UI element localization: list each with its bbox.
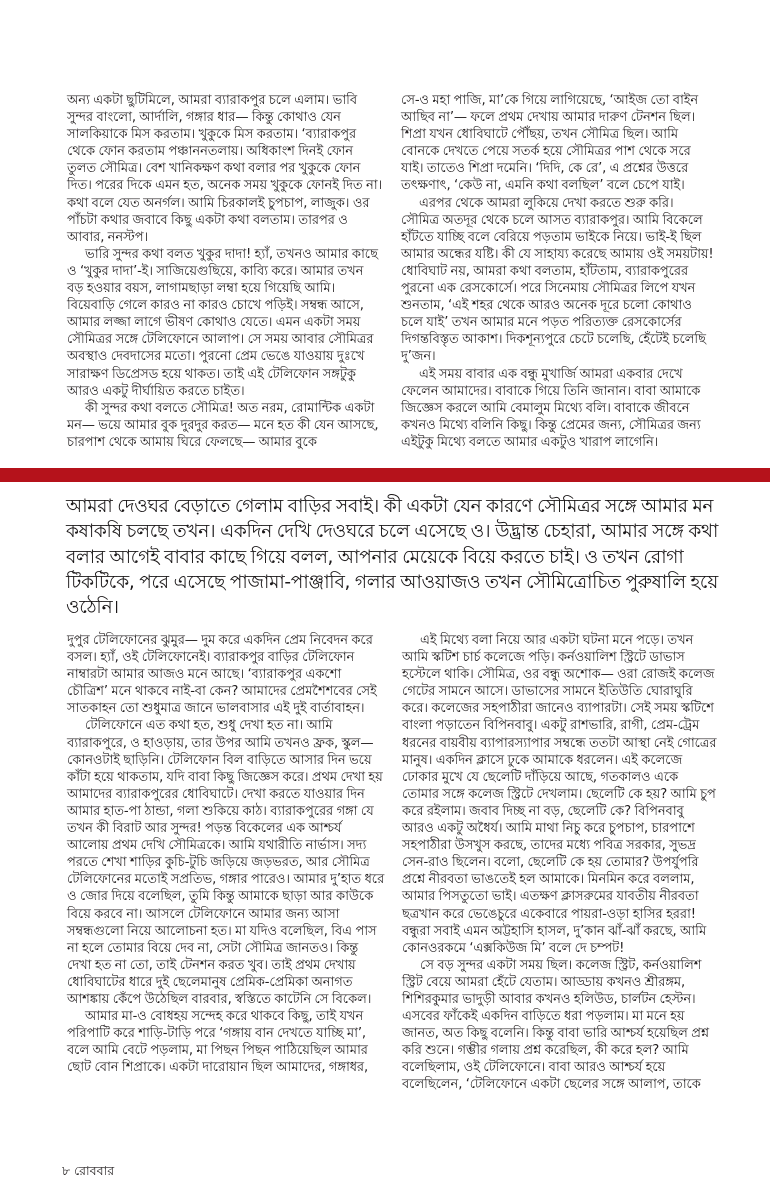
paragraph: দুপুর টেলিফোনের ঝুমুর— দুম করে একদিন প্রেম নিবেদন করে বসল। হ্যাঁ, ওই টেলিফোনেই। ব্যারাকপুর বাড়ির টেলিফোন নাম্বারটা আমার আজও মনে আছে। ‘ব্যারাকপুর একশো চৌত্রিশ’ মনে থাকবে নাই-বা কেন? আমাদের প্রেমশৈশবের সেই সাতকাহন তো শুধুমাত্র জানে ভালবাসার এই দুই বার্তাবাহন। bbox=[67, 633, 377, 717]
article-top-left-column bbox=[67, 92, 383, 451]
pull-quote-text: আমরা দেওঘর বেড়াতে গেলাম বাড়ির সবাই। কী একটা যেন কারণে সৌমিত্রর সঙ্গে আমার মন কষাকষি চলছে তখন। একদিন দেখি দেওঘরে চলে এসেছে ও। উদ্ভ্রান্ত চেহারা, আমার সঙ্গে কথা বলার আগেই বাবার কাছে গিয়ে বলল, আপনার মেয়েকে বিয়ে করতে চাই। ও তখন রোগা টিকটিকে, পরে এসেছে পাজামা-পাঞ্জাবি, গলার আওয়াজও তখন সৌমিত্রোচিত পুরুষালি হয়ে ওঠেনি। bbox=[66, 496, 719, 619]
paragraph: এই সময় বাবার এক বন্ধু মুখার্জি আমরা একবার দেখে ফেলেন আমাদের। বাবাকে গিয়ে তিনি জানান। বাবা আমাকে জিজ্ঞেস করলে আমি বেমালুম মিথ্যে বলি। বাবাকে জীবনে কখনও মিথ্যে বলিনি কিছু। কিন্তু প্রেমের জন্য, সৌমিত্রর জন্য এইটুকু মিথ্যে বলতে আমার একটুও খারাপ লাগেনি। bbox=[401, 366, 701, 450]
page-folio: ৮ রোববার bbox=[62, 1163, 115, 1178]
paragraph: সে বড় সুন্দর একটা সময় ছিল। কলেজ স্ট্রিট, কর্নওয়ালিশ স্ট্রিট বেয়ে আমরা হেঁটে যেতাম। আড্ডায় কখনও শ্রীরঙ্গম, শিশিরকুমার ভাদুড়ী আবার কখনও হলিউড, চার্লটন হেস্টন। এসবের ফাঁকেই একদিন বাড়িতে ধরা পড়লাম। মা মনে হয় জানত, অত কিছু বলেনি। কিন্তু বাবা ভারি আশ্চর্য হয়েছিল প্রশ্ন করি শুনে। গম্ভীর গলায় প্রশ্ন করেছিল, কী করে হল? আমি বলেছিলাম, ওই টেলিফোনে। বাবা আরও আশ্চর্য হয়ে বলেছিলেন, ‘টেলিফোনে একটা ছেলের সঙ্গে আলাপ, তাকে bbox=[402, 957, 710, 1093]
paragraph: এরপর থেকে আমরা লুকিয়ে দেখা করতে শুরু করি। সৌমিত্র অতদূর থেকে চলে আসত ব্যারাকপুর। আমি বিকেলে হাঁটতে যাচ্ছি বলে বেরিয়ে পড়তাম ভাইকে নিয়ে। ভাই-ই ছিল আমার অন্ধের যষ্টি। কী যে সাহায্য করেছে আমায় ওই সময়টায়! ধোবিঘাট নয়, আমরা কথা বলতাম, হাঁটতাম, ব্যারাকপুরের পুরনো এক রেসকোর্সে। পরে সিনেমায় সৌমিত্রর লিপে যখন শুনতাম, ‘এই শহর থেকে আরও অনেক দূরে চলো কোথাও চলে যাই’ তখন আমার মনে পড়ত পরিত্যক্ত রেসকোর্সের দিগন্তবিস্তৃত আকাশ। দিকশূন্যপুরে চেটে চলেছি, হেঁটেই চলেছি দু’জন। bbox=[401, 195, 714, 365]
article-bottom-left-column bbox=[67, 632, 385, 1076]
article-bottom-right-column bbox=[402, 632, 718, 1094]
article-top-right-column bbox=[401, 92, 715, 451]
paragraph: ভারি সুন্দর কথা বলত খুকুর দাদা! হ্যাঁ, তখনও আমার কাছে ও ‘খুকুর দাদা’-ই। সাজিয়েগুছিয়ে, কাব্যি করে। আমার তখন বড় হওয়ার বয়স, লাগামছাড়া লম্বা হয়ে গিয়েছি আমি। বিয়েবাড়ি গেলে কারও না কারও চোখে পড়িই। সম্বন্ধ আসে, আমার লজ্জা লাগে ভীষণ কোথাও যেতে। এমন একটা সময় সৌমিত্রর সঙ্গে টেলিফোনে আলাপ। সে সময় আবার সৌমিত্রর অবস্থাও দেবদাসের মতো। পুরনো প্রেম ভেঙে যাওয়ায় দুঃখে সারাক্ষণ ডিপ্রেসড হয়ে থাকত। তাই এই টেলিফোন সঙ্গটুকু আরও একটু দীর্ঘায়িত করতে চাইত। bbox=[67, 246, 378, 399]
paragraph: এই মিথ্যে বলা নিয়ে আর একটা ঘটনা মনে পড়ে। তখন আমি স্কটিশ চার্চ কলেজে পড়ি। কর্নওয়ালিশ স্ট্রিটে ডাভাস হস্টেলে থাকি। সৌমিত্র, ওর বন্ধু অশোক— ওরা রোজই কলেজ গেটের সামনে আসে। ডাভাসের সামনে ইতিউতি ঘোরাঘুরি করে। কলেজের সহপাঠীরা জানেও ব্যাপারটা। সেই সময় স্কটিশে বাংলা পড়াতেন বিপিনবাবু। একটু রাশভারি, রাগী, প্রেম-ট্রেম ধরনের বায়বীয় ব্যাপারস্যাপার সম্বন্ধে ততটা আস্থা নেই গোত্রের মানুষ। একদিন ক্লাসে ঢুকে আমাকে ধরলেন। এই কলেজে ঢোকার মুখে যে ছেলেটি দাঁড়িয়ে আছে, গতকালও একে তোমার সঙ্গে কলেজ স্ট্রিটে দেখলাম। ছেলেটি কে হয়? আমি চুপ করে রইলাম। জবাব দিচ্ছ না বড়, ছেলেটি কে? বিপিনবাবু আরও একটু অধৈর্য। আমি মাথা নিচু করে চুপচাপ, চারপাশে সহপাঠীরা উসখুস করছে, তাদের মধ্যে পবিত্র সরকার, সুভদ্র সেন-রাও ছিলেন। বলো, ছেলেটি কে হয় তোমার? উপর্যুপরি প্রশ্নে নীরবতা ভাঙতেই হল আমাকে। মিনমিন করে বললাম, আমার পিসতুতো ভাই। এতক্ষণ ক্লাসরুমের যাবতীয় নীরবতা ছত্রখান করে ভেঙেচুরে একেবারে পায়রা-ওড়া হাসির হররা! বন্ধুরা সবাই এমন অট্টহাসি হাসল, দু’কান ঝাঁ-ঝাঁ করছে, আমি কোনওরকমে ‘এক্সকিউজ মি’ বলে দে চম্পট! bbox=[402, 633, 717, 956]
paragraph: সে-ও মহা পাজি, মা’কে গিয়ে লাগিয়েছে, ‘আইজ তো বাইন আছিব না’— ফলে প্রথম দেখায় আমার দারুণ টেনশন ছিল। শিপ্রা যখন ধোবিঘাটে পৌঁছয়, তখন সৌমিত্র ছিল। আমি বোনকে দেখতে পেয়ে সতর্ক হয়ে সৌমিত্রর পাশ থেকে সরে যাই। তাতেও শিপ্রা দমেনি। ‘দিদি, কে রে’, এ প্রশ্নের উত্তরে তৎক্ষণাৎ, ‘কেউ না, এমনি কথা বলছিল’ বলে চেপে যাই। bbox=[401, 93, 699, 194]
paragraph: অন্য একটা ছুটিমিলে, আমরা ব্যারাকপুর চলে এলাম। ভাবি সুন্দর বাংলো, আর্দালি, গঙ্গার ধার— কিন্তু কোথাও যেন সালকিয়াকে মিস করতাম। খুকুকে মিস করতাম। ‘ব্যারাকপুর থেকে ফোন করতাম পঞ্চাননতলায়। অধিকাংশ দিনই ফোন তুলত সৌমিত্র। বেশ খানিকক্ষণ কথা বলার পর খুকুকে ফোন দিত। পরের দিকে এমন হত, অনেক সময় খুকুকে ফোনই দিত না। কথা বলে যেত অনর্গল। আমি চিরকালই চুপচাপ, লাজুক। ওর পাঁচটা কথার জবাবে কিছু একটা কথা বলতাম। তারপর ও আবার, ননস্টপ। bbox=[67, 93, 383, 245]
paragraph: কী সুন্দর কথা বলতে সৌমিত্র! অত নরম, রোমান্টিক একটা মন— ভয়ে আমার বুক দুরদুর করত— মনে হত কী যেন আসছে, চারপাশ থেকে আমায় ঘিরে ফেলছে— আমার বুকে bbox=[67, 400, 379, 450]
paragraph: টেলিফোনে এত কথা হত, শুধু দেখা হত না। আমি ব্যারাকপুরে, ও হাওড়ায়, তার উপর আমি তখনও ফ্রক, স্কুল— কোনওটাই ছাড়িনি। টেলিফোন বিল বাড়িতে আসার দিন ভয়ে কাঁটা হয়ে থাকতাম, যদি বাবা কিছু জিজ্ঞেস করে। প্রথম দেখা হয় আমাদের ব্যারাকপুরের ধোবিঘাটে। দেখা করতে যাওয়ার দিন আমার হাত-পা ঠান্ডা, গলা শুকিয়ে কাঠ। ব্যারাকপুরের গঙ্গা যে তখন কী বিরাট আর সুন্দর! পড়ন্ত বিকেলের এক আশ্চর্য আলোয় প্রথম দেখি সৌমিত্রকে। আমি যথারীতি নার্ভাস। সদ্য পরতে শেখা শাড়ির কুচি-টুচি জড়িয়ে জড়ভরত, আর সৌমিত্র টেলিফোনের মতোই সপ্রতিভ, গঙ্গার পারেও। আমার দু’হাত ধরে ও জোর দিয়ে বলেছিল, তুমি কিন্তু আমাকে ছাড়া আর কাউকে বিয়ে করবে না। আসলে টেলিফোনে আমার জন্য আসা সম্বন্ধগুলো নিয়ে আলোচনা হত। মা যদিও বলেছিল, বিএ পাস না হলে তোমার বিয়ে দেব না, সেটা সৌমিত্র জানতও। কিন্তু দেখা হত না তো, তাই টেনশন করত খুব। তাই প্রথম দেখায় ধোবিঘাটের ধারে দুই ছেলেমানুষ প্রেমিক-প্রেমিকা অনাগত আশঙ্কায় কেঁপে উঠেছিল বারবার, স্বস্তিতে কাটেনি সে বিকেল। bbox=[67, 718, 385, 1007]
paragraph: আমার মা-ও বোধহয় সন্দেহ করে থাকবে কিছু, তাই যখন পরিপাটি করে শাড়ি-টাড়ি পরে ‘গঙ্গায় বান দেখতে যাচ্ছি মা’, বলে আমি বেটে পড়লাম, মা পিছন পিছন পাঠিয়েছিল আমার ছোট বোন শিপ্রাকে। একটা দারোয়ান ছিল আমাদের, গঙ্গাধর, bbox=[67, 1009, 368, 1076]
red-divider-band bbox=[0, 468, 770, 482]
pull-quote bbox=[66, 494, 726, 620]
